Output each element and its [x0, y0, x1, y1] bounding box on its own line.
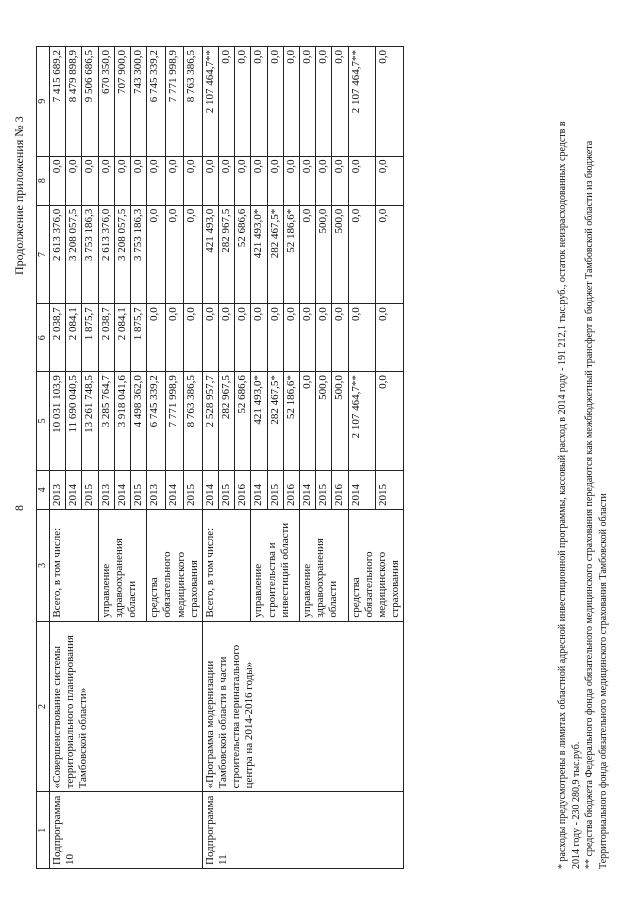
- amount-local: 0,0: [316, 156, 332, 205]
- amount-federal: 0,0: [184, 304, 203, 372]
- column-number-row: [37, 47, 50, 869]
- amount-local: 0,0: [376, 156, 404, 205]
- amount-regional: 0,0: [147, 205, 166, 304]
- amount-local: 0,0: [165, 156, 184, 205]
- amount-federal: 0,0: [165, 304, 184, 372]
- amount-local: 0,0: [235, 156, 251, 205]
- amount-other: 0,0: [332, 47, 348, 157]
- amount-federal: 0,0: [300, 304, 316, 372]
- amount-other: 0,0: [300, 47, 316, 157]
- year-cell: 2015: [184, 470, 203, 509]
- amount-federal: 0,0: [235, 304, 251, 372]
- amount-federal: 2 038,7: [50, 304, 66, 372]
- year-cell: 2015: [376, 470, 404, 509]
- continuation-header: Продолжение приложения № 3: [12, 116, 26, 275]
- column-number: 6: [37, 304, 50, 372]
- column-number: 8: [37, 156, 50, 205]
- amount-federal: 0,0: [251, 304, 267, 372]
- footnote: Территориального фонда обязательного медицинского страхования Тамбовской области: [597, 493, 609, 869]
- amount-other: 8 763 386,5: [184, 47, 203, 157]
- amount-other: 0,0: [251, 47, 267, 157]
- funding-source: управление здравоохранения области: [300, 510, 349, 622]
- funding-source: Всего, в том числе:: [50, 510, 99, 622]
- amount-federal: 0,0: [219, 304, 235, 372]
- amount-local: 0,0: [300, 156, 316, 205]
- amount-other: 7 415 689,2: [50, 47, 66, 157]
- amount-total: 500,0: [332, 372, 348, 471]
- amount-total: 0,0: [376, 372, 404, 471]
- amount-total: 4 498 362,0: [130, 372, 146, 471]
- amount-total: 3 285 764,7: [98, 372, 114, 471]
- amount-other: 743 300,0: [130, 47, 146, 157]
- amount-regional: 421 493,0*: [251, 205, 267, 304]
- amount-other: 9 506 686,5: [82, 47, 98, 157]
- amount-other: 670 350,0: [98, 47, 114, 157]
- amount-regional: 2 613 376,0: [98, 205, 114, 304]
- amount-regional: 3 753 186,3: [82, 205, 98, 304]
- amount-other: 0,0: [235, 47, 251, 157]
- year-cell: 2014: [165, 470, 184, 509]
- year-cell: 2014: [114, 470, 130, 509]
- year-cell: 2016: [283, 470, 299, 509]
- amount-federal: 2 084,1: [66, 304, 82, 372]
- footnote: 2014 году - 230 280,9 тыс.руб.: [570, 741, 582, 869]
- amount-local: 0,0: [114, 156, 130, 205]
- funding-source: Всего, в том числе:: [202, 510, 251, 622]
- amount-regional: 52 186,6*: [283, 205, 299, 304]
- year-cell: 2015: [316, 470, 332, 509]
- amount-regional: 282 467,5*: [267, 205, 283, 304]
- amount-other: 0,0: [316, 47, 332, 157]
- amount-local: 0,0: [251, 156, 267, 205]
- table-body: [50, 47, 404, 869]
- column-number: 7: [37, 205, 50, 304]
- amount-regional: 0,0: [165, 205, 184, 304]
- amount-total: 7 771 998,9: [165, 372, 184, 471]
- column-number: 1: [37, 792, 50, 869]
- amount-regional: 0,0: [376, 205, 404, 304]
- column-number: 4: [37, 470, 50, 509]
- amount-local: 0,0: [332, 156, 348, 205]
- amount-local: 0,0: [50, 156, 66, 205]
- subprogram-code: Подпрограмма 11: [202, 792, 403, 869]
- amount-local: 0,0: [130, 156, 146, 205]
- amount-total: 282 467,5*: [267, 372, 283, 471]
- year-cell: 2013: [50, 470, 66, 509]
- amount-regional: 421 493,0: [202, 205, 218, 304]
- amount-federal: 0,0: [332, 304, 348, 372]
- year-cell: 2013: [147, 470, 166, 509]
- amount-regional: 500,0: [332, 205, 348, 304]
- amount-total: 10 031 103,9: [50, 372, 66, 471]
- amount-local: 0,0: [267, 156, 283, 205]
- year-cell: 2015: [267, 470, 283, 509]
- amount-other: 0,0: [267, 47, 283, 157]
- year-cell: 2015: [130, 470, 146, 509]
- amount-local: 0,0: [283, 156, 299, 205]
- funding-source: средства обязательного медицинского страхования: [147, 510, 203, 622]
- amount-other: 0,0: [219, 47, 235, 157]
- amount-other: 7 771 998,9: [165, 47, 184, 157]
- column-number: 2: [37, 621, 50, 792]
- amount-total: 13 261 748,5: [82, 372, 98, 471]
- funding-source: управление здравоохранения области: [98, 510, 147, 622]
- footnote: ** средства бюджета Федерального фонда обязательного медицинского страхования передаются как межбюджетный трансферт в бюджет Тамбовской области из бюджета: [584, 140, 595, 869]
- amount-total: 282 967,5: [219, 372, 235, 471]
- amount-federal: 0,0: [283, 304, 299, 372]
- year-cell: 2015: [219, 470, 235, 509]
- footnotes: [556, 9, 610, 869]
- amount-federal: 0,0: [348, 304, 376, 372]
- column-number: 3: [37, 510, 50, 622]
- amount-total: 52 186,6*: [283, 372, 299, 471]
- subprogram-name: «Программа модернизации Тамбовской области в части строительства перинатального центра на 2014-2016 годы»: [202, 621, 403, 792]
- amount-regional: 3 208 057,5: [114, 205, 130, 304]
- amount-local: 0,0: [98, 156, 114, 205]
- amount-federal: 1 875,7: [130, 304, 146, 372]
- amount-total: 0,0: [300, 372, 316, 471]
- funding-source: управление строительства и инвестиций области: [251, 510, 300, 622]
- year-cell: 2014: [300, 470, 316, 509]
- year-cell: 2014: [66, 470, 82, 509]
- amount-other: 2 107 464,7**: [348, 47, 376, 157]
- amount-federal: 0,0: [202, 304, 218, 372]
- amount-regional: 0,0: [184, 205, 203, 304]
- amount-other: 0,0: [283, 47, 299, 157]
- amount-other: 2 107 464,7**: [202, 47, 218, 157]
- amount-regional: 3 208 057,5: [66, 205, 82, 304]
- amount-federal: 2 084,1: [114, 304, 130, 372]
- amount-total: 6 745 339,2: [147, 372, 166, 471]
- funding-source: средства обязательного медицинского страхования: [348, 510, 404, 622]
- amount-total: 2 528 957,7: [202, 372, 218, 471]
- subprogram-name: «Совершенствование системы территориального планирования Тамбовской области»: [50, 621, 203, 792]
- year-cell: 2014: [251, 470, 267, 509]
- table-row: [50, 47, 66, 869]
- amount-total: 421 493,0*: [251, 372, 267, 471]
- amount-other: 8 479 898,9: [66, 47, 82, 157]
- amount-total: 2 107 464,7**: [348, 372, 376, 471]
- amount-total: 52 686,6: [235, 372, 251, 471]
- footnote: * расходы предусмотрены в лимитах областной адресной инвестиционной программы, кассовый расход в 2014 году - 191 212,1 тыс.руб., остаток неизрасходованных средств в: [557, 121, 568, 869]
- year-cell: 2014: [202, 470, 218, 509]
- amount-federal: 0,0: [316, 304, 332, 372]
- amount-regional: 0,0: [300, 205, 316, 304]
- amount-regional: 282 967,5: [219, 205, 235, 304]
- amount-local: 0,0: [147, 156, 166, 205]
- year-cell: 2015: [82, 470, 98, 509]
- amount-total: 11 690 040,5: [66, 372, 82, 471]
- year-cell: 2016: [332, 470, 348, 509]
- subprogram-code: Подпрограмма 10: [50, 792, 203, 869]
- amount-local: 0,0: [202, 156, 218, 205]
- amount-other: 0,0: [376, 47, 404, 157]
- amount-total: 3 918 041,6: [114, 372, 130, 471]
- amount-local: 0,0: [82, 156, 98, 205]
- amount-regional: 3 753 186,3: [130, 205, 146, 304]
- amount-federal: 0,0: [267, 304, 283, 372]
- amount-local: 0,0: [66, 156, 82, 205]
- amount-regional: 52 686,6: [235, 205, 251, 304]
- amount-federal: 0,0: [376, 304, 404, 372]
- column-number: 9: [37, 47, 50, 157]
- amount-federal: 0,0: [147, 304, 166, 372]
- amount-federal: 2 038,7: [98, 304, 114, 372]
- amount-other: 6 745 339,2: [147, 47, 166, 157]
- table-row: [202, 47, 218, 869]
- amount-total: 500,0: [316, 372, 332, 471]
- amount-federal: 1 875,7: [82, 304, 98, 372]
- year-cell: 2014: [348, 470, 376, 509]
- year-cell: 2013: [98, 470, 114, 509]
- page-number: 8: [12, 505, 26, 511]
- financing-table: [36, 46, 404, 869]
- amount-local: 0,0: [184, 156, 203, 205]
- amount-total: 8 763 386,5: [184, 372, 203, 471]
- column-number: 5: [37, 372, 50, 471]
- amount-local: 0,0: [348, 156, 376, 205]
- year-cell: 2016: [235, 470, 251, 509]
- amount-regional: 0,0: [348, 205, 376, 304]
- amount-other: 707 900,0: [114, 47, 130, 157]
- amount-regional: 2 613 376,0: [50, 205, 66, 304]
- amount-local: 0,0: [219, 156, 235, 205]
- amount-regional: 500,0: [316, 205, 332, 304]
